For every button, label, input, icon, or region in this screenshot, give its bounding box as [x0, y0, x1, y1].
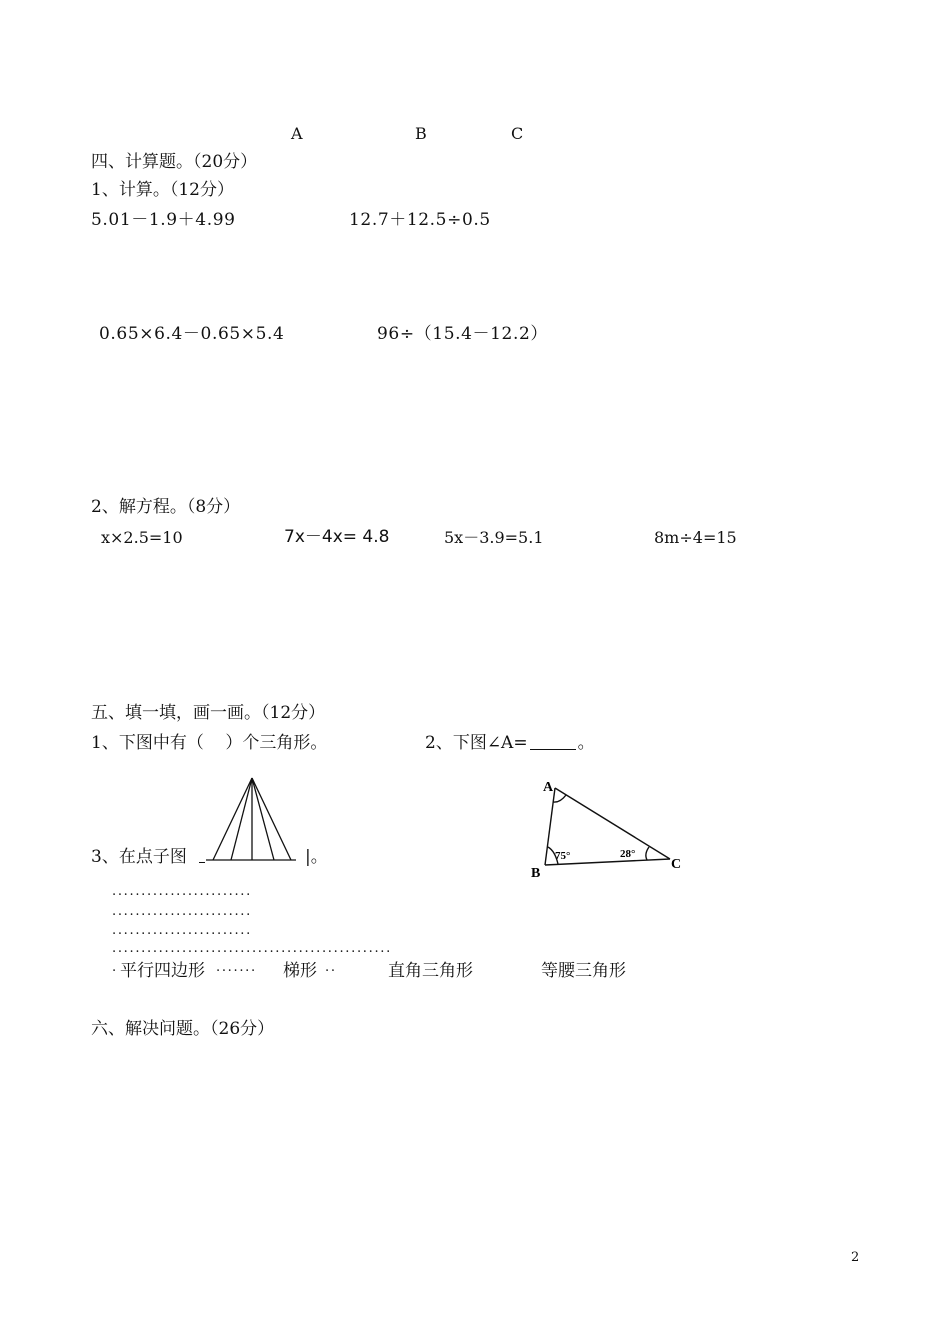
equation-1: x×2.5=10: [101, 528, 183, 547]
equation-2: 7x－4x= 4.8: [284, 527, 390, 547]
angle-triangle-figure: [525, 772, 695, 882]
fig2-arc-a: [553, 795, 566, 802]
calc-2: 12.7＋12.5÷0.5: [349, 210, 491, 230]
section4-title: 四、计算题。（20分）: [91, 152, 258, 172]
fig1-inner-1: [231, 778, 252, 860]
option-c: C: [511, 124, 524, 143]
section5-q3-prefix: 3、在点子图: [91, 847, 187, 867]
section5-q2-suffix: 。: [577, 733, 595, 753]
calc-4: 96÷（15.4－12.2）: [377, 324, 548, 344]
section5-q2: [425, 735, 595, 752]
equation-3: 5x－3.9=5.1: [444, 528, 544, 547]
fig2-side-ac: [555, 788, 670, 859]
shape-label-parallelogram: 平行四边形: [120, 961, 205, 981]
fig1-edge-left: [213, 778, 252, 860]
dot-row-4[interactable]: ................................................: [112, 941, 392, 956]
q3-underline: [199, 862, 205, 863]
triangle-count-figure: [196, 776, 316, 866]
section6-title: 六、解决问题。（26分）: [91, 1019, 275, 1039]
option-a: A: [291, 124, 303, 143]
calc-3: 0.65×6.4－0.65×5.4: [99, 324, 285, 344]
dot-row-3[interactable]: ........................: [112, 923, 252, 938]
calc-1: 5.01－1.9＋4.99: [91, 210, 236, 230]
dot-row-5-lead: .: [112, 960, 118, 975]
equation-4: 8m÷4=15: [654, 528, 737, 547]
section5-q1: 1、下图中有（ ）个三角形。: [91, 733, 328, 753]
dot-row-2[interactable]: ........................: [112, 904, 252, 919]
fig2-label-a: A: [543, 780, 554, 795]
dot-row-1[interactable]: ........................: [112, 884, 252, 899]
fig1-edge-right: [252, 778, 291, 860]
section5-title: 五、填一填，画一画。（12分）: [91, 703, 326, 723]
section5-q3-suffix: |。: [305, 847, 328, 867]
answer-blank[interactable]: [530, 748, 576, 750]
section4-q1-title: 1、计算。（12分）: [91, 180, 234, 200]
fig2-arc-c: [646, 847, 649, 860]
option-b: B: [415, 124, 427, 143]
fig2-angle-b: 75°: [555, 850, 571, 862]
fig2-angle-c: 28°: [620, 848, 636, 860]
shape-label-isosceles-triangle: 等腰三角形: [541, 961, 626, 981]
fig2-label-b: B: [531, 866, 541, 881]
fig2-label-c: C: [671, 857, 682, 872]
section5-q2-prefix: 2、下图∠A=: [425, 733, 528, 753]
page-number: 2: [851, 1250, 860, 1265]
shape-label-trapezoid: 梯形: [283, 961, 317, 981]
dot-row-5-mid: .......: [216, 960, 257, 975]
dot-row-5-tail: ..: [325, 960, 337, 975]
shape-label-right-triangle: 直角三角形: [388, 961, 473, 981]
section4-q2-title: 2、解方程。（8分）: [91, 497, 241, 517]
fig1-inner-3: [252, 778, 274, 860]
